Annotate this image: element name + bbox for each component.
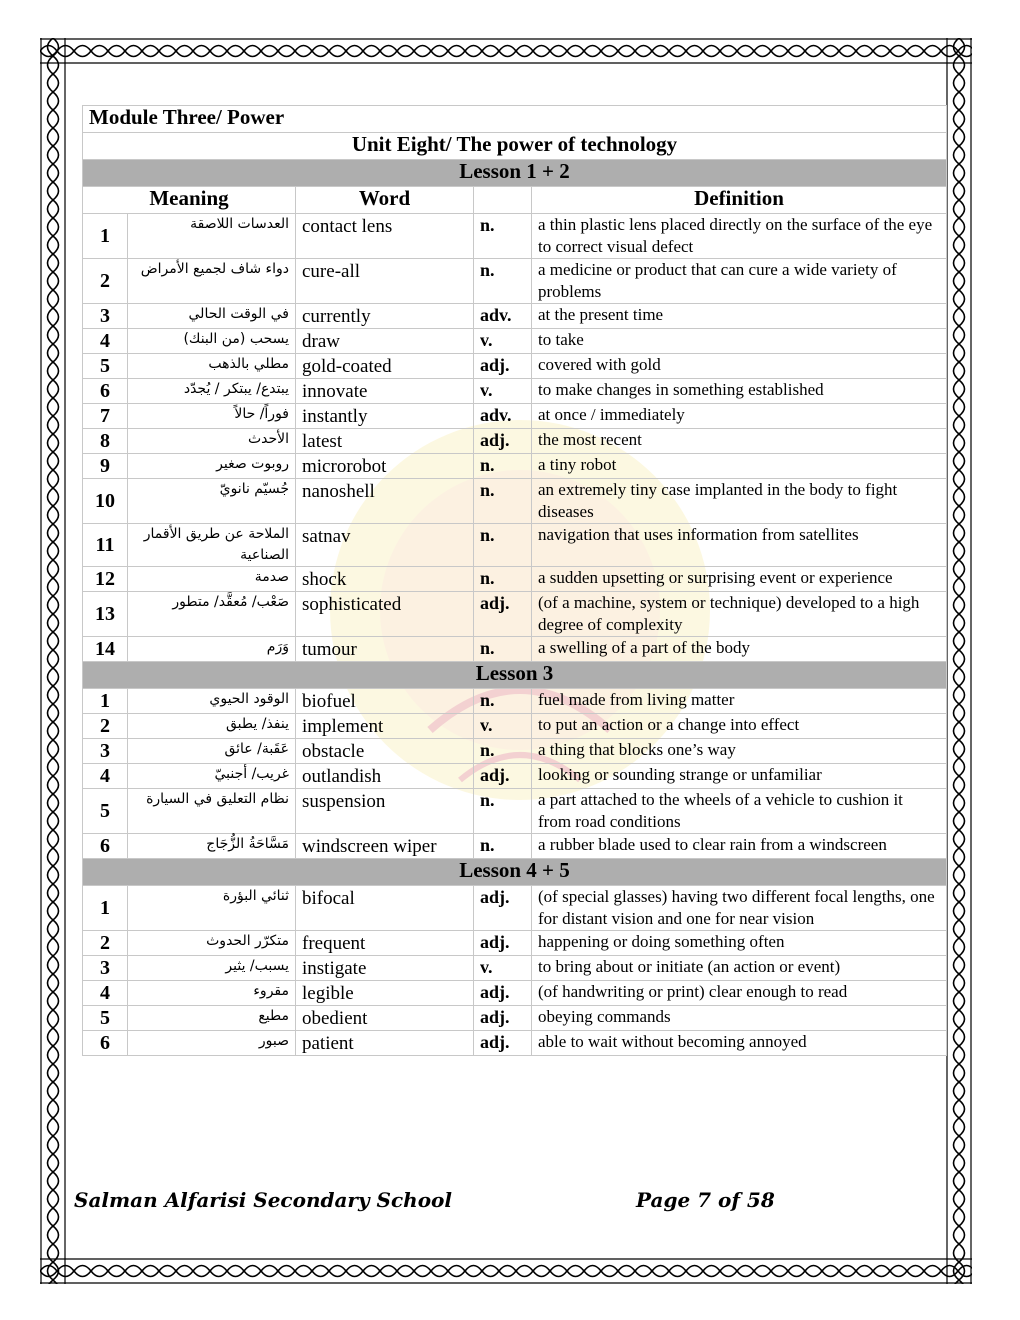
definition: (of a machine, system or technique) developed to a high degree of complexity xyxy=(532,592,947,637)
definition: a part attached to the wheels of a vehicle to cushion it from road conditions xyxy=(532,789,947,834)
row-number: 4 xyxy=(83,981,128,1006)
arabic-meaning: مطيع xyxy=(128,1006,296,1031)
vocabulary-table xyxy=(82,105,947,1056)
part-of-speech: n. xyxy=(474,259,532,304)
row-number: 13 xyxy=(83,592,128,637)
part-of-speech: n. xyxy=(474,524,532,567)
definition: able to wait without becoming annoyed xyxy=(532,1031,947,1056)
row-number: 1 xyxy=(83,886,128,931)
table-row xyxy=(83,429,947,454)
definition: to put an action or a change into effect xyxy=(532,714,947,739)
vocabulary-word: innovate xyxy=(296,379,474,404)
definition: a medicine or product that can cure a wide variety of problems xyxy=(532,259,947,304)
definition: covered with gold xyxy=(532,354,947,379)
vocabulary-word: legible xyxy=(296,981,474,1006)
table-row xyxy=(83,214,947,259)
vocabulary-word: frequent xyxy=(296,931,474,956)
arabic-meaning: يسبب/ يثير xyxy=(128,956,296,981)
arabic-meaning: روبوت صغير xyxy=(128,454,296,479)
part-of-speech: adj. xyxy=(474,1031,532,1056)
row-number: 6 xyxy=(83,834,128,859)
vocabulary-word: sophisticated xyxy=(296,592,474,637)
arabic-meaning: صدمة xyxy=(128,567,296,592)
row-number: 10 xyxy=(83,479,128,524)
definition: a tiny robot xyxy=(532,454,947,479)
definition: to make changes in something established xyxy=(532,379,947,404)
part-of-speech: adj. xyxy=(474,886,532,931)
table-row xyxy=(83,454,947,479)
row-number: 4 xyxy=(83,764,128,789)
part-of-speech: v. xyxy=(474,956,532,981)
part-of-speech: adv. xyxy=(474,404,532,429)
row-number: 14 xyxy=(83,637,128,662)
lesson-header-row xyxy=(83,859,947,886)
vocabulary-word: tumour xyxy=(296,637,474,662)
arabic-meaning: الأحدث xyxy=(128,429,296,454)
meaning-column-header: Meaning xyxy=(83,187,296,214)
row-number: 3 xyxy=(83,304,128,329)
table-row xyxy=(83,886,947,931)
page-border-right xyxy=(946,38,972,1284)
arabic-meaning: وَرَم xyxy=(128,637,296,662)
vocabulary-word: obedient xyxy=(296,1006,474,1031)
definition: obeying commands xyxy=(532,1006,947,1031)
table-row xyxy=(83,592,947,637)
arabic-meaning: الملاحة عن طريق الأقمار الصناعية xyxy=(128,524,296,567)
part-of-speech: n. xyxy=(474,789,532,834)
page-number-footer: Page 7 of 58 xyxy=(636,1188,775,1212)
arabic-meaning: الوقود الحيوي xyxy=(128,689,296,714)
row-number: 3 xyxy=(83,956,128,981)
table-row xyxy=(83,764,947,789)
table-row xyxy=(83,304,947,329)
part-of-speech: v. xyxy=(474,329,532,354)
vocabulary-word: gold-coated xyxy=(296,354,474,379)
definition: a thin plastic lens placed directly on the surface of the eye to correct visual defect xyxy=(532,214,947,259)
definition: fuel made from living matter xyxy=(532,689,947,714)
vocabulary-word: obstacle xyxy=(296,739,474,764)
part-of-speech: n. xyxy=(474,739,532,764)
definition: to take xyxy=(532,329,947,354)
row-number: 12 xyxy=(83,567,128,592)
part-of-speech: n. xyxy=(474,479,532,524)
table-row xyxy=(83,379,947,404)
vocabulary-word: currently xyxy=(296,304,474,329)
arabic-meaning: نظام التعليق في السيارة xyxy=(128,789,296,834)
table-row xyxy=(83,637,947,662)
definition: looking or sounding strange or unfamiliar xyxy=(532,764,947,789)
table-row xyxy=(83,1031,947,1056)
unit-title: Unit Eight/ The power of technology xyxy=(83,133,947,160)
lesson-header-row xyxy=(83,160,947,187)
part-of-speech: n. xyxy=(474,637,532,662)
part-of-speech: adj. xyxy=(474,931,532,956)
table-row xyxy=(83,567,947,592)
definition: at the present time xyxy=(532,304,947,329)
lesson-title: Lesson 3 xyxy=(83,662,947,689)
definition: (of special glasses) having two different focal lengths, one for distant vision and one for near vision xyxy=(532,886,947,931)
pos-column-header xyxy=(474,187,532,214)
table-row xyxy=(83,714,947,739)
arabic-meaning: صَعْب/ مُعقَّد/ متطور xyxy=(128,592,296,637)
arabic-meaning: مقروء xyxy=(128,981,296,1006)
vocabulary-word: cure-all xyxy=(296,259,474,304)
part-of-speech: n. xyxy=(474,567,532,592)
table-row xyxy=(83,404,947,429)
vocabulary-word: implement xyxy=(296,714,474,739)
part-of-speech: v. xyxy=(474,714,532,739)
word-column-header: Word xyxy=(296,187,474,214)
row-number: 7 xyxy=(83,404,128,429)
table-row xyxy=(83,1006,947,1031)
row-number: 4 xyxy=(83,329,128,354)
row-number: 5 xyxy=(83,354,128,379)
arabic-meaning: يبتدع/ يبتكر / يُجدّد xyxy=(128,379,296,404)
table-row xyxy=(83,689,947,714)
definition: to bring about or initiate (an action or event) xyxy=(532,956,947,981)
vocabulary-word: latest xyxy=(296,429,474,454)
table-row xyxy=(83,524,947,567)
vocabulary-word: suspension xyxy=(296,789,474,834)
vocabulary-word: bifocal xyxy=(296,886,474,931)
arabic-meaning: مطلي بالذهب xyxy=(128,354,296,379)
table-row xyxy=(83,789,947,834)
arabic-meaning: صبور xyxy=(128,1031,296,1056)
page-border-bottom xyxy=(40,1258,972,1284)
row-number: 2 xyxy=(83,714,128,739)
table-row xyxy=(83,981,947,1006)
definition: a sudden upsetting or surprising event or experience xyxy=(532,567,947,592)
arabic-meaning: يسحب (من البنك) xyxy=(128,329,296,354)
vocabulary-word: biofuel xyxy=(296,689,474,714)
part-of-speech: v. xyxy=(474,379,532,404)
row-number: 11 xyxy=(83,524,128,567)
table-row xyxy=(83,259,947,304)
table-row xyxy=(83,354,947,379)
lesson-title: Lesson 1 + 2 xyxy=(83,160,947,187)
part-of-speech: n. xyxy=(474,454,532,479)
part-of-speech: adj. xyxy=(474,1006,532,1031)
definition: a swelling of a part of the body xyxy=(532,637,947,662)
definition: (of handwriting or print) clear enough to read xyxy=(532,981,947,1006)
lesson-header-row xyxy=(83,662,947,689)
arabic-meaning: عَقَبة/ عائق xyxy=(128,739,296,764)
vocabulary-word: instantly xyxy=(296,404,474,429)
vocabulary-word: instigate xyxy=(296,956,474,981)
arabic-meaning: جُسيّم نانويّ xyxy=(128,479,296,524)
row-number: 9 xyxy=(83,454,128,479)
table-row xyxy=(83,329,947,354)
part-of-speech: adj. xyxy=(474,981,532,1006)
definition: an extremely tiny case implanted in the body to fight diseases xyxy=(532,479,947,524)
page-border-left xyxy=(40,38,66,1284)
arabic-meaning: متكرّر الحدوث xyxy=(128,931,296,956)
definition: the most recent xyxy=(532,429,947,454)
part-of-speech: n. xyxy=(474,214,532,259)
arabic-meaning: ثنائي البؤرة xyxy=(128,886,296,931)
part-of-speech: adj. xyxy=(474,592,532,637)
table-row xyxy=(83,956,947,981)
part-of-speech: adj. xyxy=(474,429,532,454)
definition-column-header: Definition xyxy=(532,187,947,214)
arabic-meaning: العدسات اللاصقة xyxy=(128,214,296,259)
arabic-meaning: غريب/ أجنبيّ xyxy=(128,764,296,789)
row-number: 6 xyxy=(83,1031,128,1056)
column-header-row xyxy=(83,187,947,214)
school-name-footer: Salman Alfarisi Secondary School xyxy=(74,1188,452,1212)
table-row xyxy=(83,739,947,764)
arabic-meaning: فوراً/ حالاً xyxy=(128,404,296,429)
vocabulary-word: microrobot xyxy=(296,454,474,479)
vocabulary-word: nanoshell xyxy=(296,479,474,524)
module-title: Module Three/ Power xyxy=(83,106,947,133)
row-number: 2 xyxy=(83,931,128,956)
part-of-speech: n. xyxy=(474,834,532,859)
table-row xyxy=(83,834,947,859)
vocabulary-word: contact lens xyxy=(296,214,474,259)
vocabulary-word: outlandish xyxy=(296,764,474,789)
arabic-meaning: في الوقت الحالي xyxy=(128,304,296,329)
definition: happening or doing something often xyxy=(532,931,947,956)
arabic-meaning: ينفذ/ يطبق xyxy=(128,714,296,739)
part-of-speech: n. xyxy=(474,689,532,714)
part-of-speech: adj. xyxy=(474,354,532,379)
row-number: 2 xyxy=(83,259,128,304)
row-number: 6 xyxy=(83,379,128,404)
definition: a thing that blocks one’s way xyxy=(532,739,947,764)
arabic-meaning: دواء شاف لجميع الأمراض xyxy=(128,259,296,304)
row-number: 5 xyxy=(83,789,128,834)
vocabulary-word: windscreen wiper xyxy=(296,834,474,859)
table-row xyxy=(83,931,947,956)
vocabulary-word: satnav xyxy=(296,524,474,567)
definition: a rubber blade used to clear rain from a windscreen xyxy=(532,834,947,859)
page-border-top xyxy=(40,38,972,64)
arabic-meaning: مَسَّاحَةُ الزُّجَاج xyxy=(128,834,296,859)
row-number: 5 xyxy=(83,1006,128,1031)
vocabulary-word: patient xyxy=(296,1031,474,1056)
lesson-title: Lesson 4 + 5 xyxy=(83,859,947,886)
definition: at once / immediately xyxy=(532,404,947,429)
vocabulary-word: draw xyxy=(296,329,474,354)
row-number: 1 xyxy=(83,689,128,714)
part-of-speech: adj. xyxy=(474,764,532,789)
definition: navigation that uses information from satellites xyxy=(532,524,947,567)
part-of-speech: adv. xyxy=(474,304,532,329)
vocabulary-word: shock xyxy=(296,567,474,592)
row-number: 1 xyxy=(83,214,128,259)
row-number: 8 xyxy=(83,429,128,454)
table-row xyxy=(83,479,947,524)
row-number: 3 xyxy=(83,739,128,764)
